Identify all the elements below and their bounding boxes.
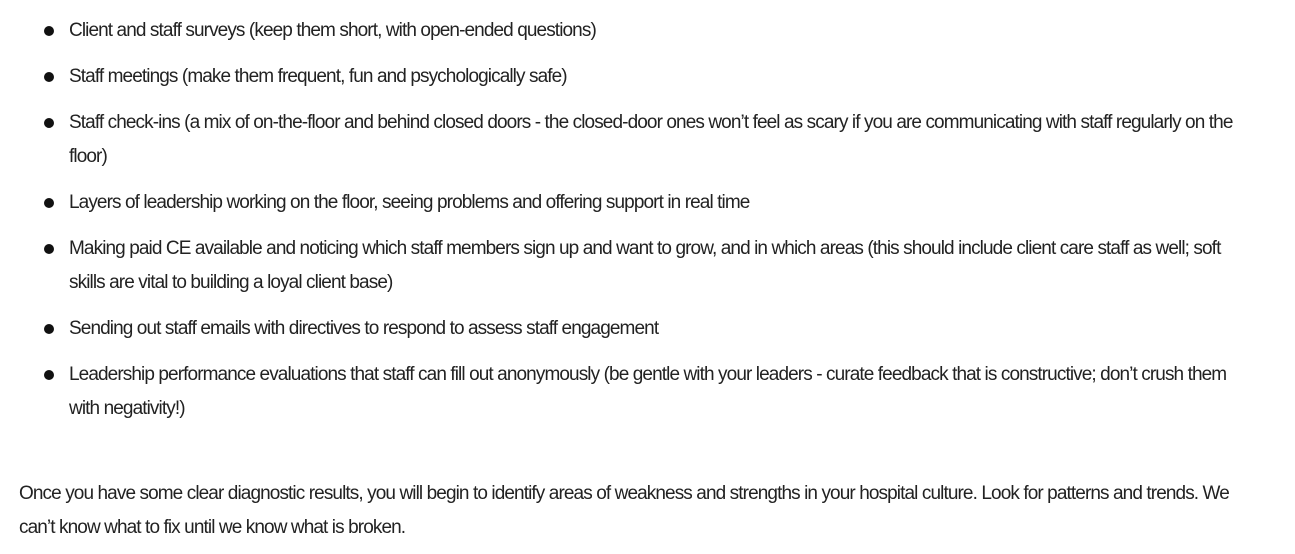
bullet-icon <box>44 26 54 36</box>
list-item-text: Client and staff surveys (keep them short, with open-ended questions) <box>69 20 596 41</box>
list-item-text: Layers of leadership working on the floor, seeing problems and offering support in real time <box>69 192 750 213</box>
bullet-icon <box>44 324 54 334</box>
list-item <box>0 232 1295 300</box>
list-item-text: Staff check-ins (a mix of on-the-floor and behind closed doors - the closed-door ones won’t feel as scary if you are communicating with staff regularly on the floor) <box>69 112 1233 167</box>
list-item-text: Making paid CE available and noticing which staff members sign up and want to grow, and in which areas (this should include client care staff as well; soft skills are vital to building a loyal client base) <box>69 238 1221 293</box>
body-paragraph: Once you have some clear diagnostic results, you will begin to identify areas of weakness and strengths in your hospital culture. Look for patterns and trends. We can’t know what to fix until we know what is broken. <box>19 483 1229 538</box>
list-item-text: Staff meetings (make them frequent, fun and psychologically safe) <box>69 66 567 87</box>
list-item <box>0 14 1295 48</box>
bullet-list <box>0 14 1295 438</box>
bullet-icon <box>44 118 54 128</box>
list-item-text: Leadership performance evaluations that staff can fill out anonymously (be gentle with your leaders - curate feedback that is constructive; don’t crush them with negativity!) <box>69 364 1227 419</box>
list-item <box>0 312 1295 346</box>
list-item <box>0 358 1295 426</box>
list-item <box>0 106 1295 174</box>
bullet-icon <box>44 72 54 82</box>
bullet-icon <box>44 244 54 254</box>
bullet-icon <box>44 198 54 208</box>
bullet-icon <box>44 370 54 380</box>
list-item <box>0 186 1295 220</box>
list-item-text: Sending out staff emails with directives to respond to assess staff engagement <box>69 318 659 339</box>
list-item <box>0 60 1295 94</box>
